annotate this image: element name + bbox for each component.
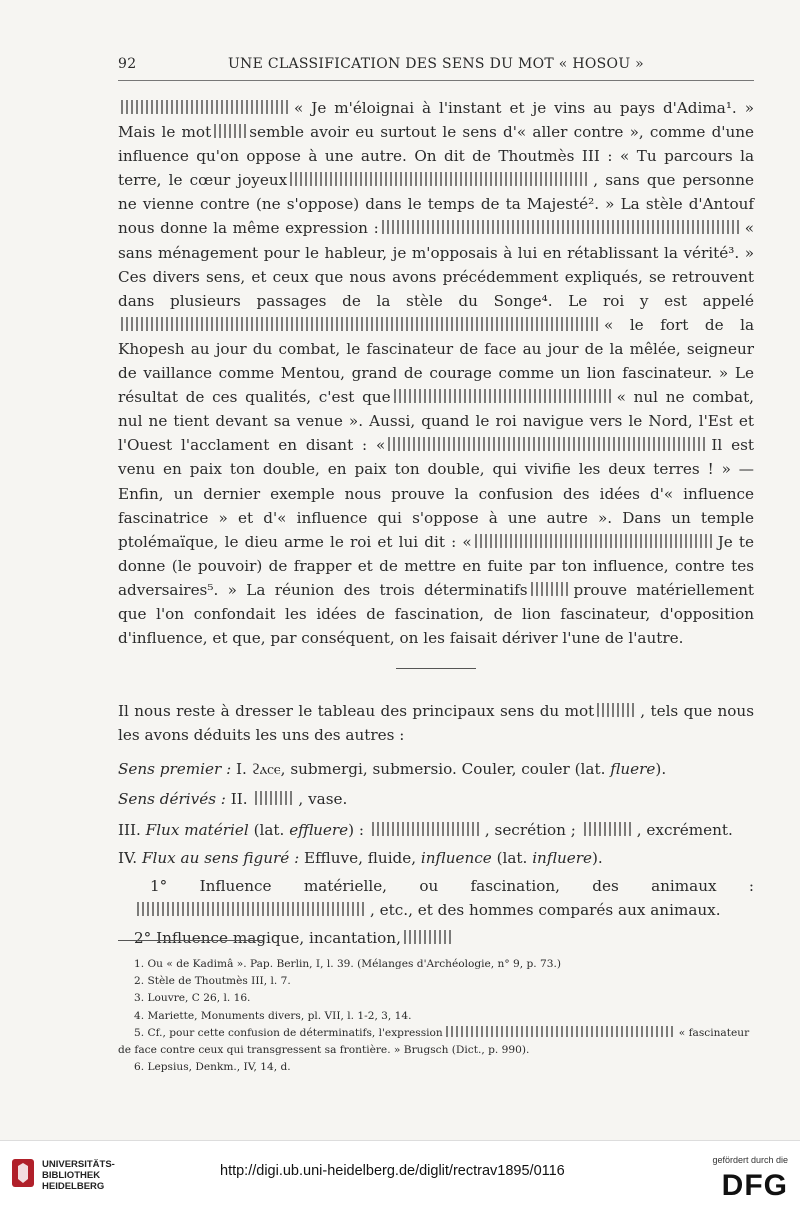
text-run: (lat. <box>248 820 290 839</box>
emphasis: influence <box>420 848 492 867</box>
hieroglyph-group <box>121 100 291 114</box>
text-run: « nul ne combat, nul ne tient devant sa venue ». Aussi, quand le roi navigue vers le Nord, l'Est et l'Ouest l'acclament en disant : « <box>118 388 754 455</box>
text-run: , vase. <box>298 790 348 809</box>
text-run: 2° Influence magique, incantation, <box>134 928 401 947</box>
page-number: 92 <box>118 56 137 72</box>
footnote-5 <box>118 1025 758 1042</box>
hieroglyph-group <box>290 172 590 186</box>
text-run: « Je m'éloignai à l'instant et je vins au pays d'Adima¹. » Mais le <box>118 99 754 142</box>
footnote-6: 6. Lepsius, Denkm., IV, 14, d. <box>134 1061 291 1074</box>
footnote-1: 1. Ou « de Kadimâ ». Pap. Berlin, I, l. 39. (Mélanges d'Archéologie, n° 9, p. 73.) <box>134 958 561 970</box>
text-run: , etc., et des hommes comparés aux animaux. <box>370 900 721 919</box>
sense-entry-3 <box>118 818 754 842</box>
text-run: II. <box>225 790 253 809</box>
sense-entry-1 <box>118 757 754 781</box>
paragraph-1 <box>118 96 754 650</box>
library-line: HEIDELBERG <box>42 1181 105 1192</box>
sense-entry-4-1 <box>134 874 754 922</box>
permalink[interactable]: http://digi.ub.uni-heidelberg.de/diglit/rectrav1895/0116 <box>220 1163 565 1179</box>
dfg-logo: DFG <box>721 1169 788 1202</box>
hieroglyph-group <box>394 389 614 403</box>
entry-label: Flux au sens figuré : <box>141 848 300 867</box>
table-intro <box>118 699 754 747</box>
latin-term: fluere <box>610 760 656 779</box>
hieroglyph-group <box>121 317 601 331</box>
footnote-5-cont: de face contre ceux qui transgressent sa frontière. » Brugsch (Dict., p. 990). <box>118 1044 530 1057</box>
hieroglyph-group <box>214 124 246 138</box>
text-run: prouve matériellement que l'on confondait les idées de fascination, de lion fascinateur, d'opposition d'influence, et que, par conséquent, on les faisait dériver l'une de l'autre. <box>118 580 754 648</box>
hieroglyph-group <box>584 822 634 836</box>
text-run: « fascinateur <box>678 1026 750 1039</box>
text-run: Il nous reste à dresser le tableau des principaux sens du mot <box>118 702 595 721</box>
header-rule <box>118 80 754 81</box>
hieroglyph-group <box>372 822 482 836</box>
text-run: Je te donne (le pouvoir) de frapper et de mettre en fuite par ton influence, contre tes adversaires⁵. » La réunion des trois déterminatifs <box>118 532 755 599</box>
footnote-3: 3. Louvre, C 26, l. 16. <box>134 992 251 1005</box>
text-run: mot <box>181 123 212 142</box>
hieroglyph-group <box>597 703 637 717</box>
footnote-2: 2. Stèle de Thoutmès III, l. 7. <box>134 975 291 988</box>
text-run: « sans ménagement pour le hableur, je m'opposais à lui en rétablissant la vérité³. » Ces divers sens, et ceux que nous avons précédemment expliqués, se retrouvent dans plusieurs passages de la stèle du Songe⁴. Le roi y est appelé <box>118 219 754 310</box>
text-run: 5. Cf., pour cette confusion de déterminatifs, l'expression <box>134 1026 443 1039</box>
hieroglyph-group <box>404 930 454 944</box>
text-run: semble avoir eu surtout le sens d'« aller contre », comme d'une influence qu'on oppose à une autre. On dit de Thoutmès III : « Tu parcours la terre, le cœur joyeux <box>118 123 755 190</box>
library-line: UNIVERSITÄTS- <box>42 1159 115 1170</box>
latin-term: influere <box>532 848 592 867</box>
sense-entry-4-2 <box>118 926 754 950</box>
text-run: ). <box>591 848 603 867</box>
library-line: BIBLIOTHEK <box>42 1170 101 1181</box>
footnote-rule <box>118 940 264 941</box>
text-run: , secrétion ; <box>484 820 581 839</box>
hieroglyph-group <box>475 534 715 548</box>
sense-entry-4 <box>118 846 754 870</box>
university-seal-icon <box>10 1157 36 1189</box>
text-run: ) : <box>348 820 369 839</box>
hieroglyph-group <box>531 582 571 596</box>
text-run: 1° Influence matérielle, ou fascination, des animaux : <box>150 876 754 895</box>
running-header <box>118 56 754 76</box>
library-name <box>42 1159 115 1192</box>
text-run: I. ϩⲁⲥⲉ, submergi, submersio. Couler, couler (lat. <box>231 760 611 779</box>
funding-note: gefördert durch die <box>712 1155 788 1165</box>
text-run: (lat. <box>491 848 533 867</box>
text-run: , sans que personne ne vienne contre (ne s'oppose) dans le temps de ta Majesté². » La stèle d'Antouf nous donne la même expression : <box>118 171 754 238</box>
hieroglyph-group <box>446 1026 676 1037</box>
text-run: ). <box>655 760 667 779</box>
running-title: UNE CLASSIFICATION DES SENS DU MOT « HOSOU » <box>227 56 645 72</box>
text-run: III. <box>118 820 146 839</box>
footnote-4: 4. Mariette, Monuments divers, pl. VII, l. 1-2, 3, 14. <box>134 1009 412 1022</box>
text-run: Il est venu en paix ton double, en paix ton double, qui vivifie les deux terres ! » — Enfin, un dernier exemple nous prouve la confusion des idées d'« influence fascinatrice » et d'« influence qui s'oppose à une autre ». Dans un temple ptolémaïque, le dieu arme le roi et lui dit : « <box>118 436 754 551</box>
sense-entry-2 <box>118 787 754 811</box>
main-text <box>118 96 754 950</box>
text-run: , excrément. <box>636 820 733 839</box>
entry-label: Sens dérivés : <box>118 790 226 809</box>
hieroglyph-group <box>388 437 708 451</box>
text-run: IV. <box>118 848 142 867</box>
hieroglyph-group <box>382 220 742 234</box>
footnotes <box>118 956 758 1076</box>
text-run: , tels que nous les avons déduits les uns des autres : <box>118 702 755 745</box>
entry-label: Flux matériel <box>145 820 249 839</box>
hieroglyph-group <box>137 902 367 916</box>
text-run: « le fort de la Khopesh au jour du combat, le fascinateur de face au jour de la mêlée, seigneur de vaillance comme Mentou, grand de courage comme un lion fascinateur. » Le résultat de ces qualités, c'est que <box>118 315 754 407</box>
section-separator <box>396 668 476 669</box>
viewer-footer <box>0 1140 800 1209</box>
text-run: Effluve, fluide, <box>299 848 421 867</box>
latin-term: effluere <box>289 820 349 839</box>
hieroglyph-group <box>255 791 295 805</box>
entry-label: Sens premier : <box>118 760 232 779</box>
